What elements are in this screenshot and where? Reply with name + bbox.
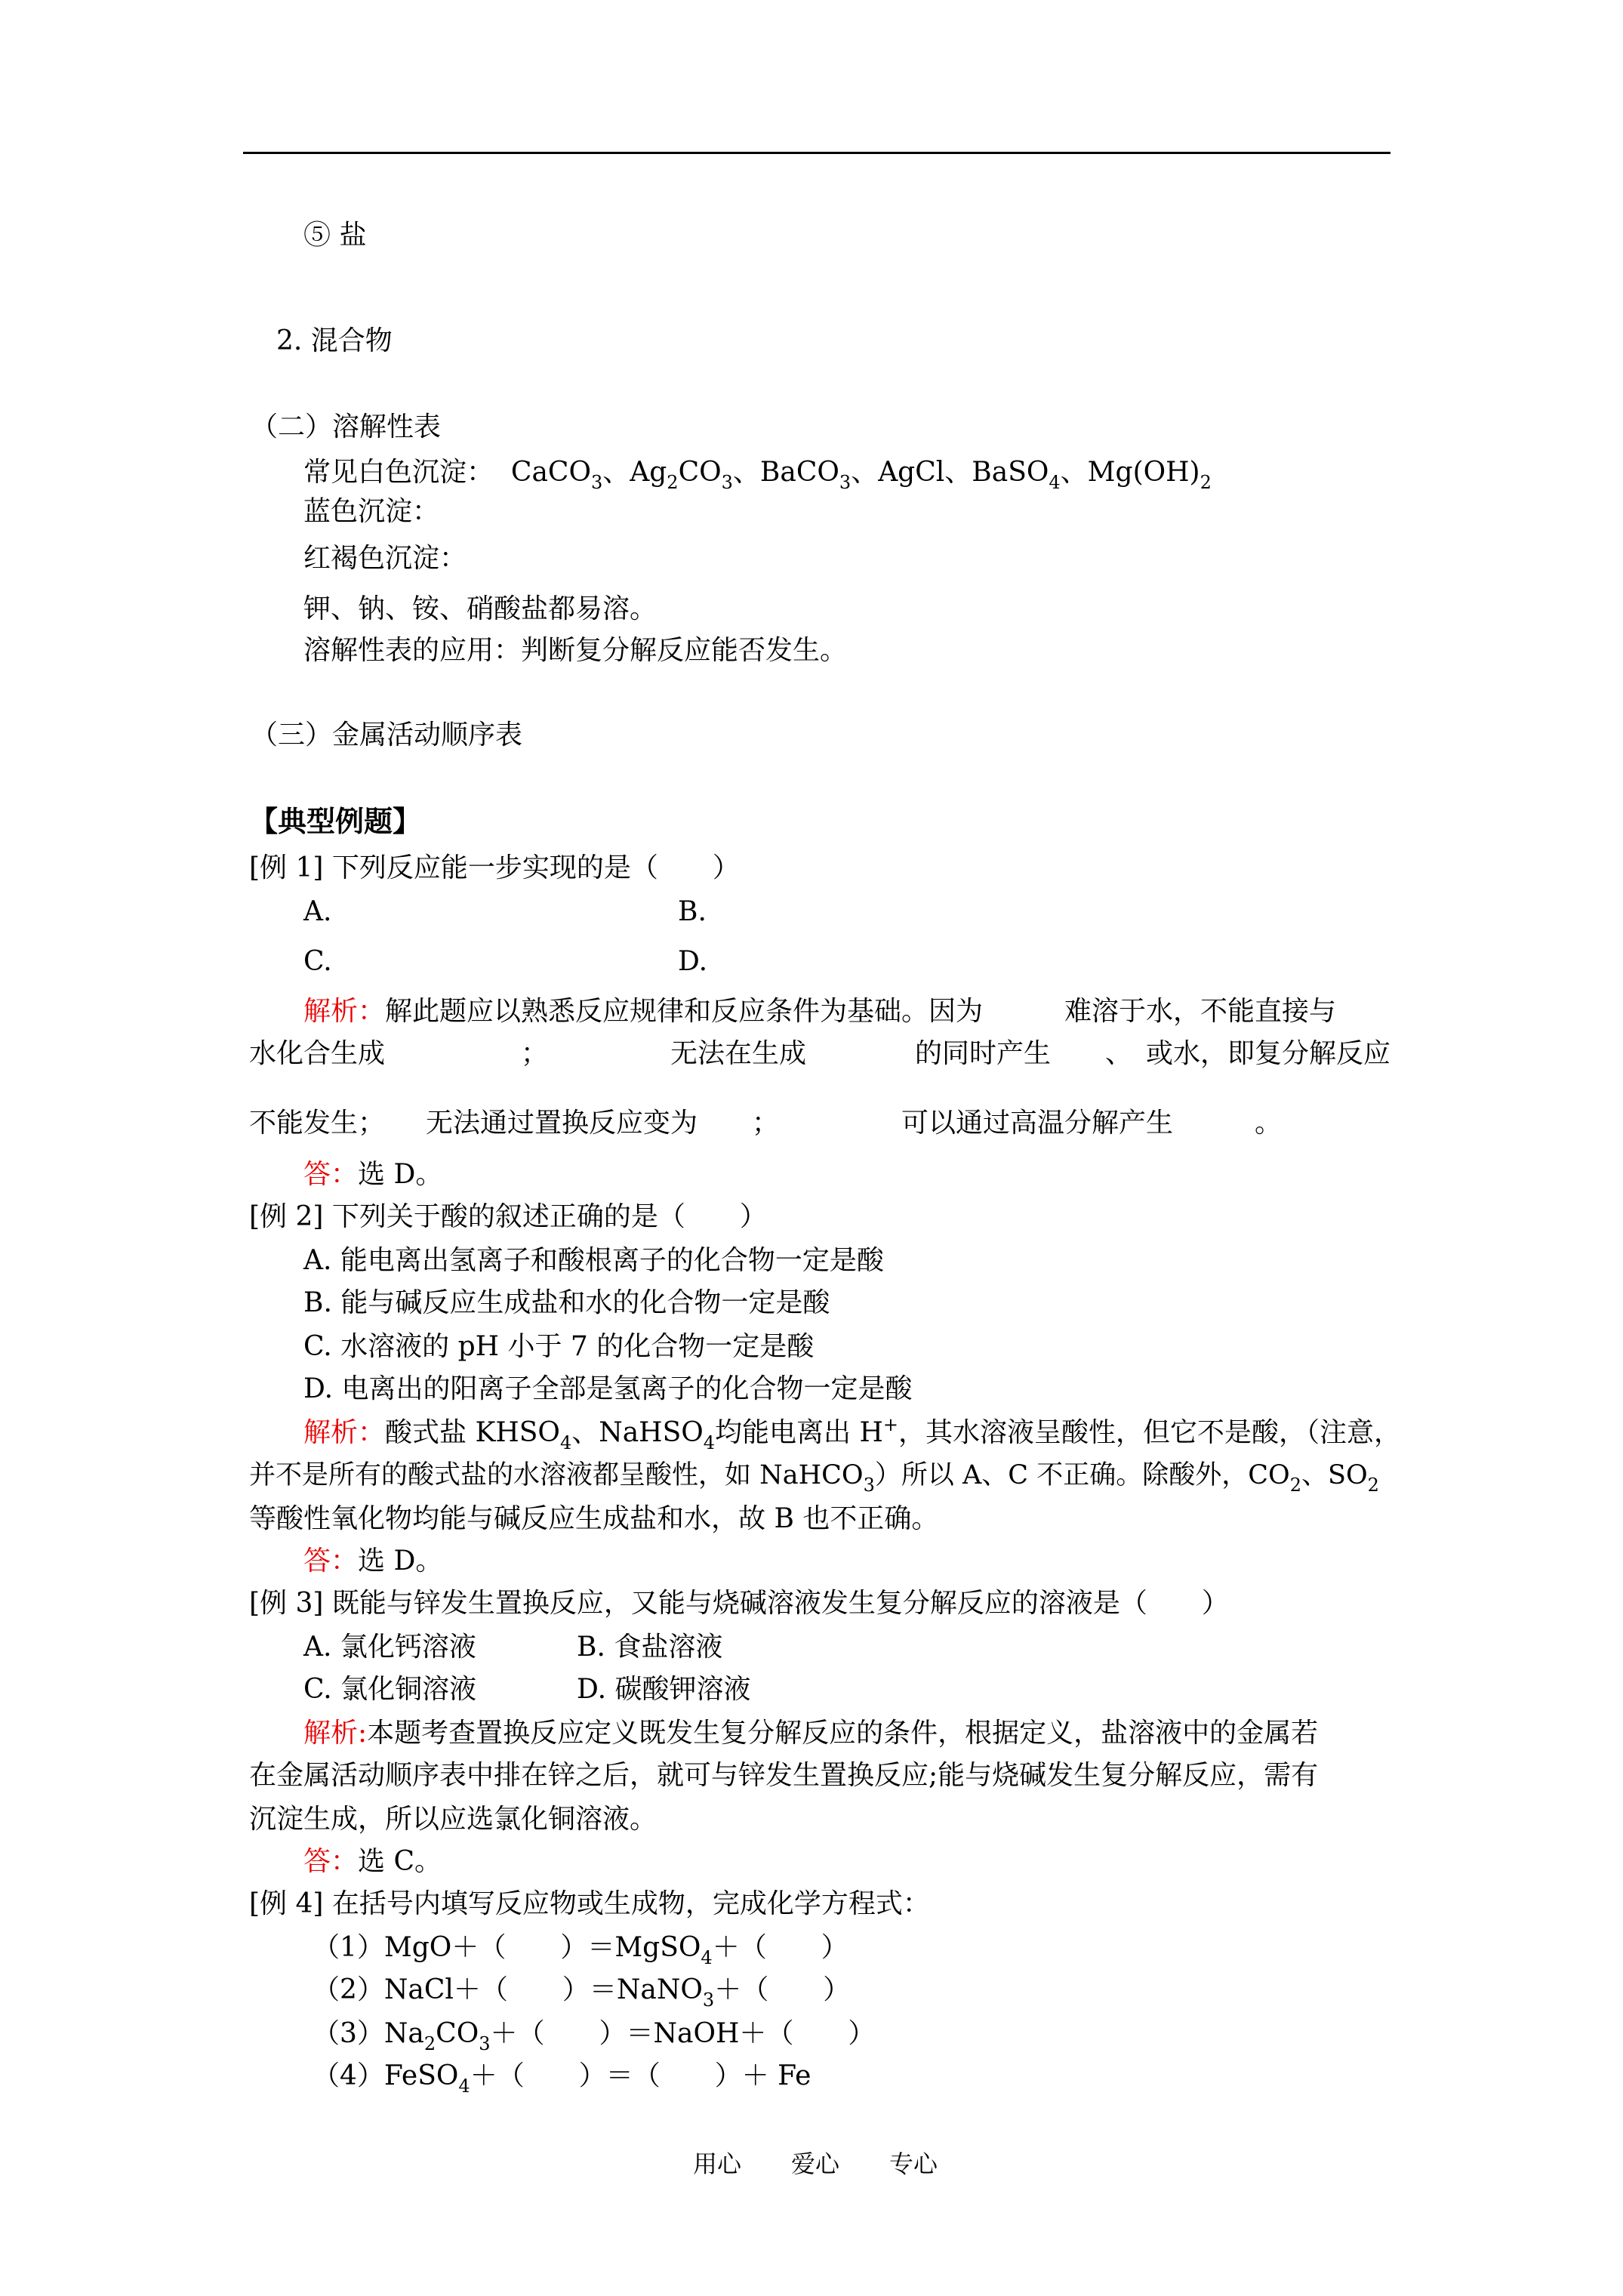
example-1-option-b: B. — [678, 896, 707, 927]
example-1-question: [例 1] 下列反应能一步实现的是（ ） — [249, 852, 740, 883]
footer-text-2: 爱心 — [791, 2150, 840, 2178]
example-1-answer — [303, 1158, 442, 1191]
answer-text: 选 D。 — [358, 1546, 443, 1576]
typical-examples-heading: 【典型例题】 — [249, 804, 422, 838]
answer-text: 选 D。 — [358, 1159, 443, 1190]
example-2-analysis-line-1: 解析：酸式盐 $KHSO_4$、NaHSO$_4$均能电离出 H+，其水溶液呈酸性，但它不是酸，（注意， — [303, 1414, 1402, 1453]
analysis-label: 解析： — [303, 1417, 386, 1448]
analysis-label: 解析: — [303, 1718, 368, 1749]
example-3-option-b: B. 食盐溶液 — [577, 1632, 723, 1663]
solubility-application: 溶解性表的应用：判断复分解反应能否发生。 — [303, 635, 848, 666]
example-2-analysis-line-2: 并不是所有的酸式盐的水溶液都呈酸性，如 NaHCO$_3$）所以 A、C 不正确。除酸外，$CO_2$、$SO_2$ — [249, 1460, 1379, 1496]
blue-precipitates-label: 蓝色沉淀： — [303, 496, 440, 527]
example-3-answer — [303, 1845, 442, 1878]
footer-text-3: 专心 — [889, 2150, 938, 2178]
example-1-option-a: A. — [303, 896, 332, 927]
white-label: 常见白色沉淀： — [303, 457, 494, 488]
footer-text-1: 用心 — [693, 2150, 742, 2178]
example-2-option-c: C. 水溶液的 pH 小于 7 的化合物一定是酸 — [303, 1331, 815, 1362]
equation-3: $(3)Na_2CO_3+$（ ）＝NaOH＋（ ） — [313, 2018, 876, 2054]
example-3-analysis-line-3: 沉淀生成，所以应选氯化铜溶液。 — [249, 1804, 658, 1835]
equation-2: （2）NaCl＋（ ）＝NaNO$_3$＋（ ） — [313, 1974, 851, 2011]
activity-series-heading: （三）金属活动顺序表 — [251, 720, 523, 750]
example-2-answer — [303, 1545, 442, 1578]
item-mixture: 2. 混合物 — [276, 325, 393, 356]
white-precipitates-line: 常见白色沉淀： CaCO$_3$、$Ag_2CO_3$、BaCO$_3$、AgCl、BaSO$_4$、$Mg(OH)_2$ — [303, 457, 1212, 493]
example-3-question: [例 3] 既能与锌发生置换反应，又能与烧碱溶液发生复分解反应的溶液是（ ） — [249, 1588, 1229, 1619]
answer-label: 答： — [303, 1546, 359, 1576]
item-salt: ⑤ 盐 — [303, 220, 367, 251]
example-3-analysis-line-1: 解析:本题考查置换反应定义既发生复分解反应的条件，根据定义，盐溶液中的金属若 — [303, 1718, 1319, 1749]
solubility-heading: （二）溶解性表 — [251, 411, 442, 442]
soluble-note: 钾、钠、铵、硝酸盐都易溶。 — [303, 593, 658, 624]
answer-text: 选 C。 — [358, 1846, 442, 1877]
example-2-analysis-line-3: 等酸性氧化物均能与碱反应生成盐和水，故 B 也不正确。 — [249, 1503, 939, 1534]
example-3-analysis-line-2: 在金属活动顺序表中排在锌之后，就可与锌发生置换反应;能与烧碱发生复分解反应，需有 — [249, 1760, 1319, 1791]
example-2-option-d: D. 电离出的阳离子全部是氢离子的化合物一定是酸 — [303, 1373, 913, 1404]
answer-label: 答： — [303, 1159, 359, 1190]
redbrown-precipitates-label: 红褐色沉淀： — [303, 543, 467, 574]
example-4-question: [例 4] 在括号内填写反应物或生成物，完成化学方程式： — [249, 1888, 930, 1919]
analysis-label: 解析： — [303, 996, 386, 1027]
example-1-analysis-line-1 — [303, 995, 1336, 1028]
example-2-option-a: A. 能电离出氢离子和酸根离子的化合物一定是酸 — [303, 1245, 884, 1276]
example-2-option-b: B. 能与碱反应生成盐和水的化合物一定是酸 — [303, 1287, 830, 1318]
analysis-text: 解此题应以熟悉反应规律和反应条件为基础。因为 难溶于水，不能直接与 — [385, 996, 1337, 1027]
example-2-question: [例 2] 下列关于酸的叙述正确的是（ ） — [249, 1201, 767, 1232]
example-1-option-d: D. — [678, 946, 708, 977]
example-1-option-c: C. — [303, 946, 332, 977]
example-3-option-c: C. 氯化铜溶液 — [303, 1674, 477, 1705]
example-3-option-d: D. 碳酸钾溶液 — [577, 1674, 751, 1705]
equation-4: （4）FeSO$_4$＋（ ）＝（ ）＋ Fe — [313, 2060, 812, 2097]
header-rule — [243, 152, 1390, 154]
example-1-analysis-line-3: 不能发生； 无法通过置换反应变为 ； 可以通过高温分解产生 。 — [249, 1108, 1283, 1139]
equation-1: （1）MgO＋（ ）＝MgSO$_4$＋（ ） — [313, 1932, 848, 1968]
example-1-analysis-line-2: 水化合生成 ； 无法在生成 的同时产生 、 或水，即复分解反应 — [249, 1038, 1391, 1069]
answer-label: 答： — [303, 1846, 359, 1877]
example-3-option-a: A. 氯化钙溶液 — [303, 1632, 476, 1663]
